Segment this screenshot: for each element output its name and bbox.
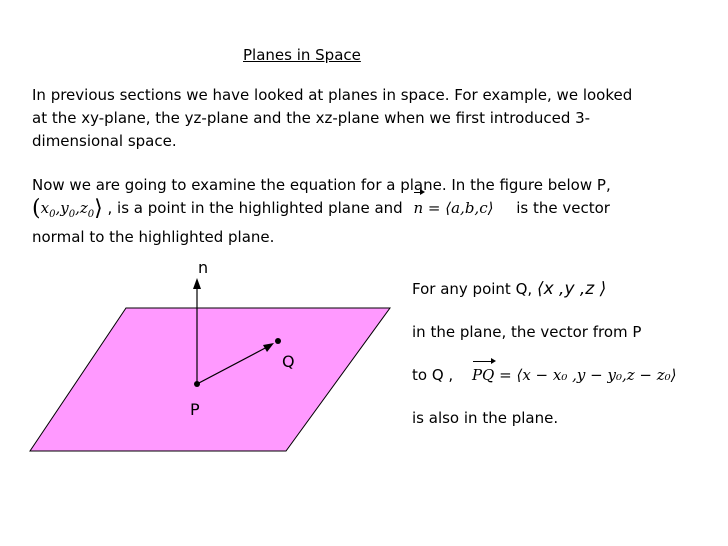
normal-vector-equation: n = ⟨a,b,c⟩ bbox=[413, 199, 493, 217]
explanation-line-3: to Q , PQ = ⟨x − x₀ ,y − y₀,z − z₀⟩ bbox=[412, 366, 677, 384]
explanation-line-4: is also in the plane. bbox=[412, 409, 559, 427]
normal-vector-arrowhead bbox=[193, 278, 201, 289]
para2-line-1: Now we are going to examine the equation for a plane. In the figure below P, bbox=[32, 176, 611, 194]
point-q-coordinates: ⟨x ,y ,z ⟩ bbox=[536, 279, 607, 299]
para2-line-2-mid: , is a point in the highlighted plane and bbox=[107, 199, 403, 217]
intro-line-2: at the xy-plane, the yz-plane and the xz-plane when we first introduced 3- bbox=[32, 109, 591, 127]
para2-line-3: normal to the highlighted plane. bbox=[32, 228, 275, 246]
vector-pq-equation: PQ = ⟨x − x₀ ,y − y₀,z − z₀⟩ bbox=[471, 366, 677, 384]
highlighted-plane bbox=[30, 308, 390, 451]
explanation-line-1: For any point Q, ⟨x ,y ,z ⟩ bbox=[412, 279, 607, 299]
point-q-dot bbox=[275, 338, 281, 344]
para2-line-2-end: is the vector bbox=[516, 199, 610, 217]
intro-line-3: dimensional space. bbox=[32, 132, 177, 150]
intro-line-1: In previous sections we have looked at planes in space. For example, we looked bbox=[32, 86, 633, 104]
label-p: P bbox=[190, 400, 200, 419]
explanation-line-2: in the plane, the vector from P bbox=[412, 323, 642, 341]
label-q: Q bbox=[282, 352, 295, 371]
point-p-coordinates: ($x_0,y_0,z_0⟩$ bbox=[32, 196, 103, 221]
point-p-dot bbox=[194, 381, 200, 387]
page-title: Planes in Space bbox=[243, 46, 361, 64]
label-n: n bbox=[198, 258, 209, 277]
